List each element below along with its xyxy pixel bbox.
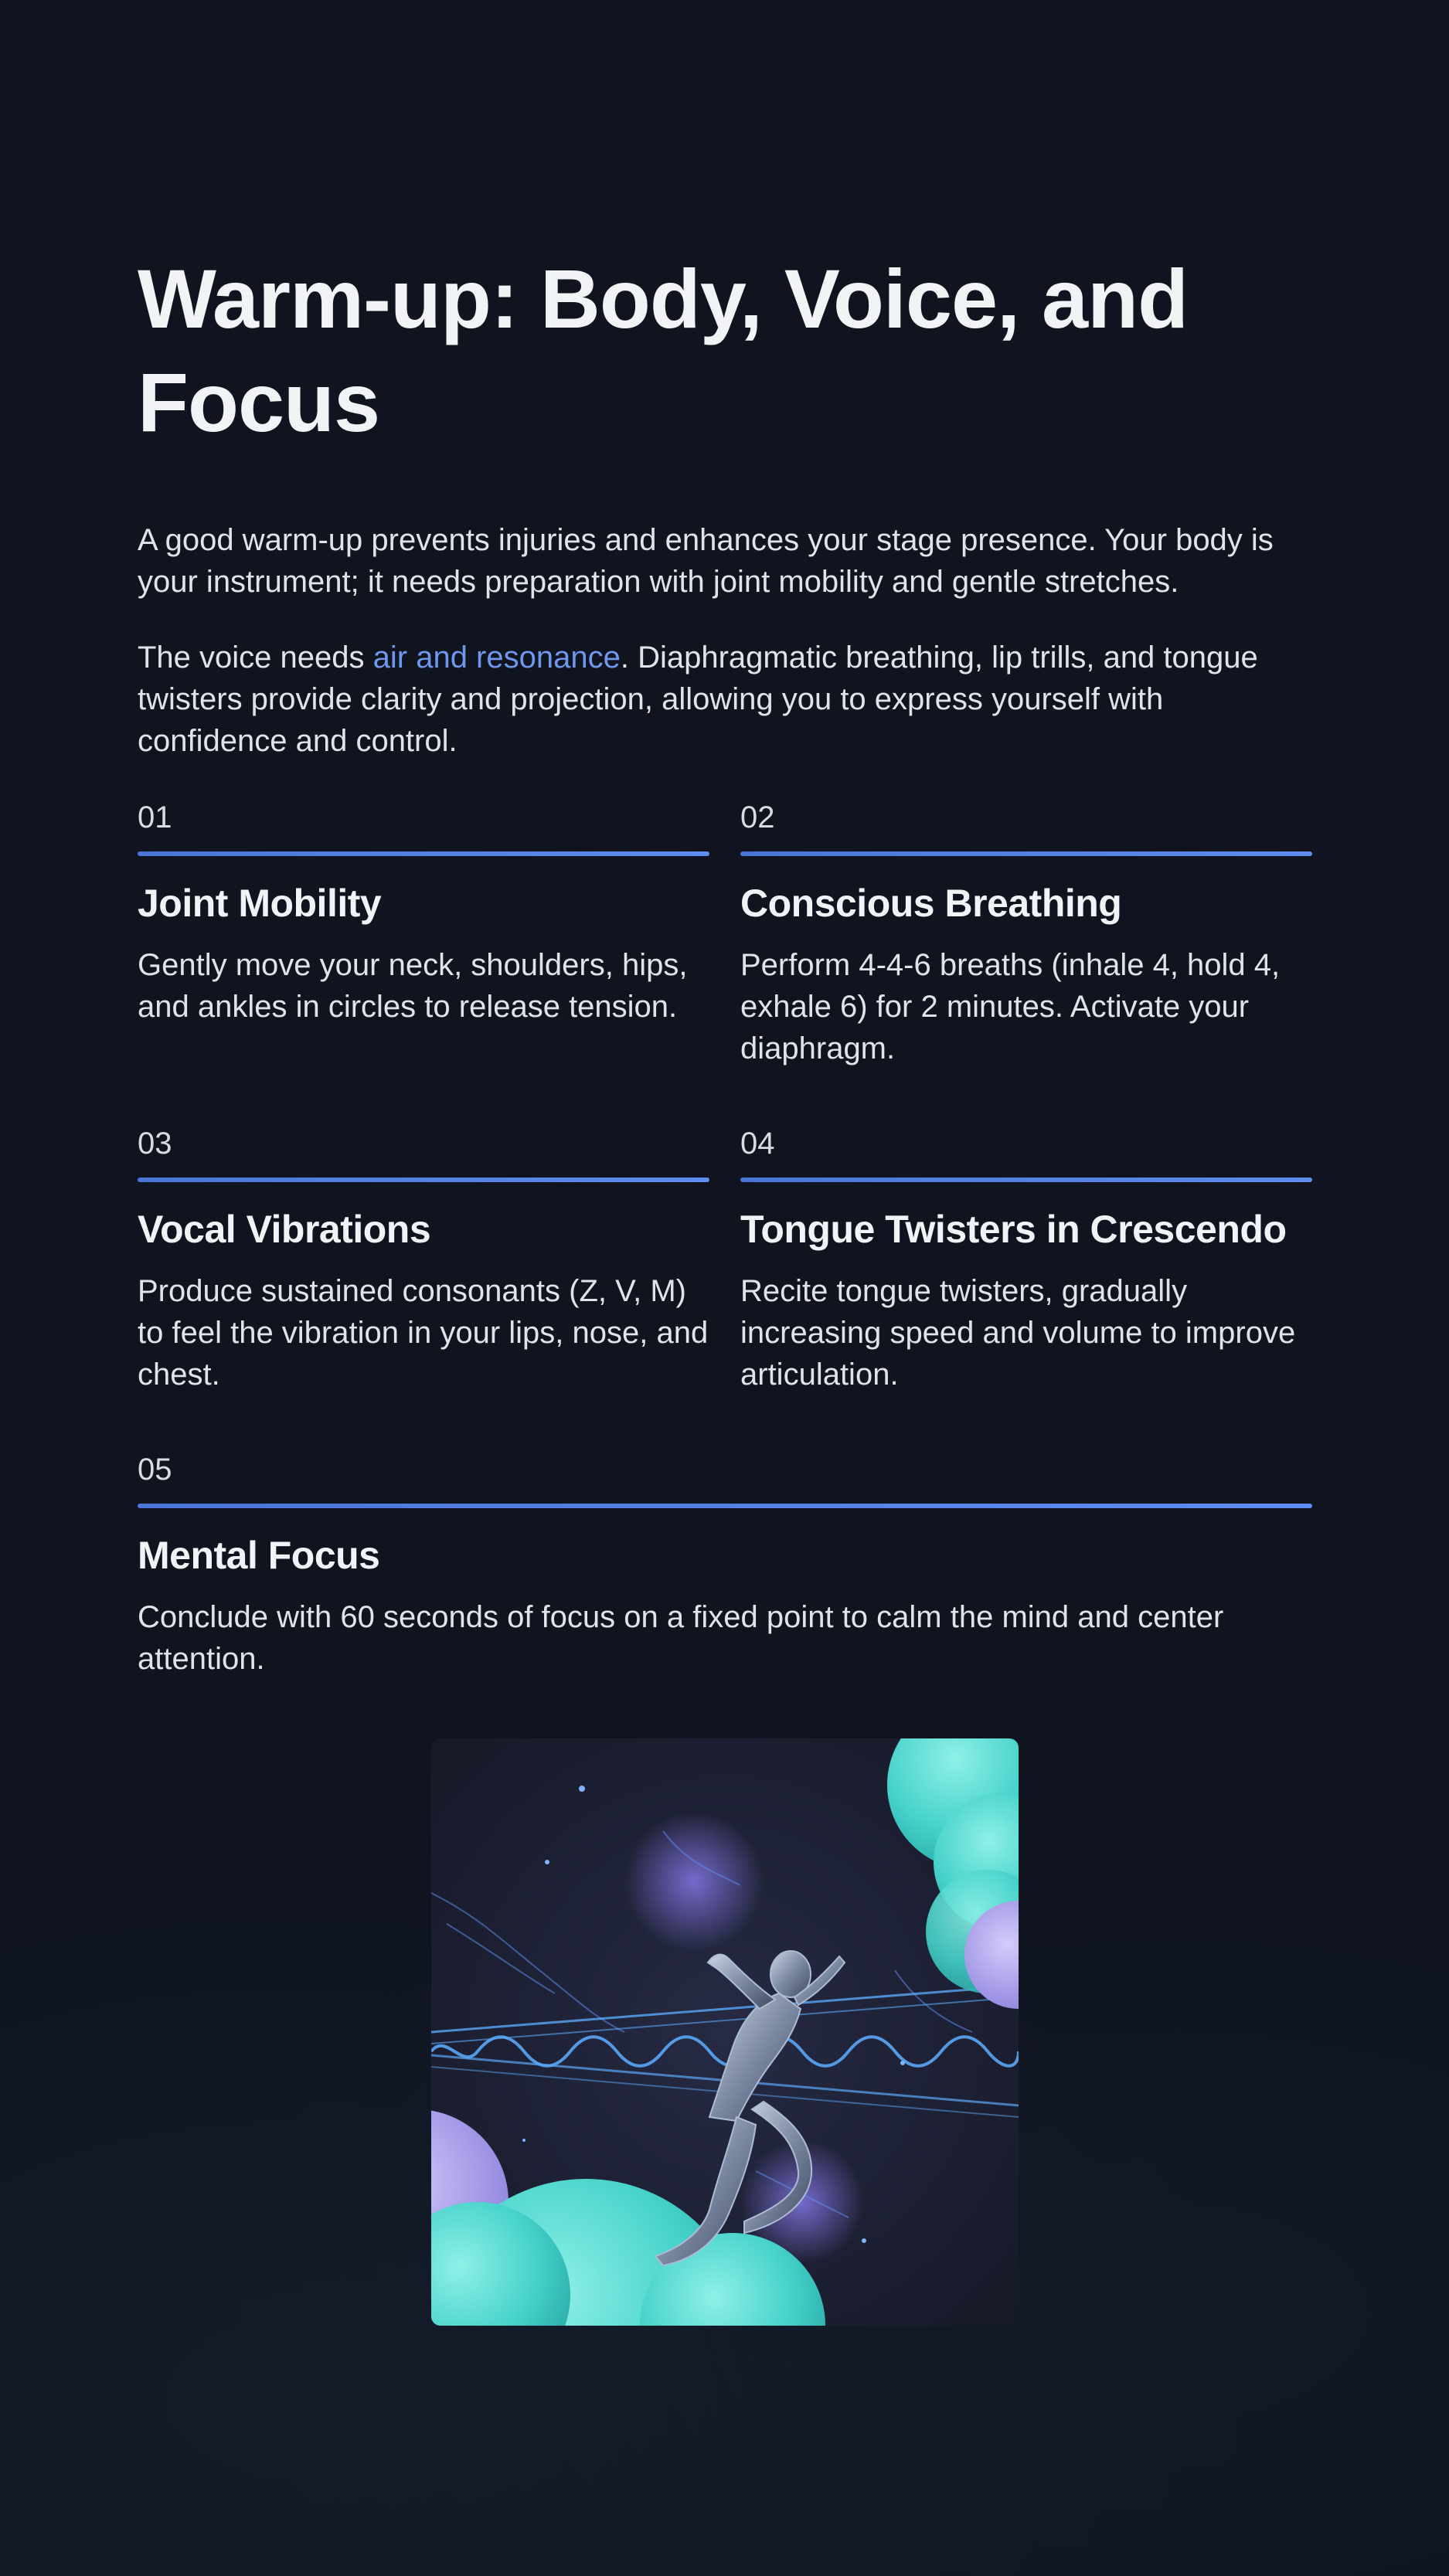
step-description: Perform 4-4-6 breaths (inhale 4, hold 4, exhale 6) for 2 minutes. Activate your diaphragm.: [740, 948, 1281, 1065]
step-number: 01: [138, 800, 172, 834]
page-title: Warm-up: Body, Voice, and Focus: [138, 252, 1189, 449]
step-title: Mental Focus: [138, 1534, 380, 1577]
intro-paragraph-1: A good warm-up prevents injuries and enhances your stage presence. Your body is your instrument; it needs preparation with joint mobility and gentle stretches.: [138, 523, 1274, 599]
step-description: Produce sustained consonants (Z, V, M) to feel the vibration in your lips, nose, and chest.: [138, 1274, 709, 1392]
step-divider: [740, 1178, 1312, 1182]
step-title: Conscious Breathing: [740, 882, 1122, 925]
step-card-vocal-vibrations: [138, 1125, 709, 1395]
step-divider: [138, 1178, 709, 1182]
step-number: 05: [138, 1453, 172, 1487]
intro-text-before-link: The voice needs: [138, 641, 373, 675]
step-description: Recite tongue twisters, gradually increasing speed and volume to improve articulation.: [740, 1274, 1296, 1392]
intro-paragraph-2: [138, 637, 1312, 762]
step-title: Vocal Vibrations: [138, 1208, 431, 1251]
energy-glow: [624, 1812, 764, 1951]
step-number: 02: [740, 800, 775, 834]
step-description: Conclude with 60 seconds of focus on a fixed point to calm the mind and center attention.: [138, 1600, 1224, 1676]
step-divider: [138, 851, 709, 856]
step-card-mental-focus: [138, 1451, 1312, 1680]
step-card-conscious-breathing: [740, 799, 1312, 1069]
step-title: Tongue Twisters in Crescendo: [740, 1208, 1287, 1251]
step-divider: [740, 851, 1312, 856]
performer-energy-artwork: [431, 1738, 1019, 2326]
step-card-joint-mobility: [138, 799, 709, 1028]
step-divider: [138, 1504, 1312, 1508]
intro-text-after-link: . Diaphragmatic breathing, lip trills, and tongue twisters provide clarity and projection, allowing you to express yourself with confidence and control.: [138, 641, 1258, 758]
air-and-resonance-link[interactable]: air and resonance: [372, 641, 621, 675]
hero-illustration: [431, 1738, 1019, 2326]
step-description: Gently move your neck, shoulders, hips, and ankles in circles to release tension.: [138, 948, 688, 1024]
step-card-tongue-twisters: [740, 1125, 1312, 1395]
step-number: 04: [740, 1127, 775, 1161]
step-number: 03: [138, 1127, 172, 1161]
step-title: Joint Mobility: [138, 882, 382, 925]
